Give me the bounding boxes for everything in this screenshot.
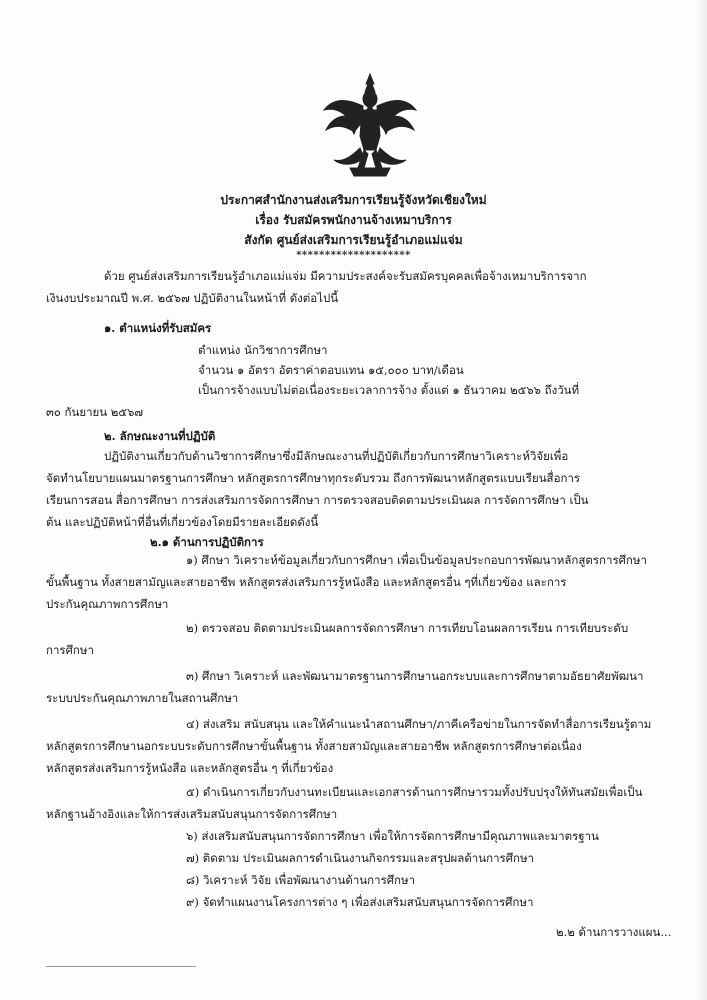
item-line: ๙) จัดทำแผนงานโครงการต่าง ๆ เพื่อส่งเสริมสนับสนุนการจัดการศึกษา xyxy=(186,895,534,909)
item-line: ๖) ส่งเสริมสนับสนุนการจัดการศึกษา เพื่อให้การจัดการศึกษามีคุณภาพและมาตรฐาน xyxy=(186,829,599,843)
section-1-heading: ๑. ตำแหน่งที่รับสมัคร xyxy=(104,321,212,335)
section-2-heading: ๒. ลักษณะงานที่ปฏิบัติ xyxy=(104,429,216,443)
section-1-line: จำนวน ๑ อัตรา อัตราค่าตอบแทน ๑๕,๐๐๐ บาท/เดือน xyxy=(198,363,464,377)
item-line: การศึกษา xyxy=(46,643,94,657)
section-2-para-line: จัดทำนโยบายแผนมาตรฐานการศึกษา หลักสูตรการศึกษาทุกระดับรวม ถึงการพัฒนาหลักสูตรแบบเรียนสื่อการ xyxy=(46,471,581,485)
item-line: ๗) ติดตาม ประเมินผลการดำเนินงานกิจกรรมและสรุปผลด้านการศึกษา xyxy=(186,851,535,865)
item-line: ๑) ศึกษา วิเคราะห์ข้อมูลเกี่ยวกับการศึกษา เพื่อเป็นข้อมูลประกอบการพัฒนาหลักสูตรการศึกษา xyxy=(186,553,647,567)
document-header xyxy=(0,190,707,262)
item-line: หลักสูตรส่งเสริมการรู้หนังสือ และหลักสูตรอื่น ๆ ที่เกี่ยวข้อง xyxy=(46,761,334,775)
section-2-para-line: เรียนการสอน สื่อการศึกษา การส่งเสริมการจัดการศึกษา การตรวจสอบติดตามประเมินผล การจัดการศึกษา เป็น xyxy=(46,493,589,507)
section-2-para-line: ปฏิบัติงานเกี่ยวกับด้านวิชาการศึกษาซึ่งมีลักษณะงานที่ปฏิบัติเกี่ยวกับการศึกษาวิเคราะห์วิจัยเพื่อ xyxy=(104,449,569,463)
item-line: ๔) ส่งเสริม สนับสนุน และให้คำแนะนำสถานศึกษา/ภาคีเครือข่ายในการจัดทำสื่อการเรียนรู้ตาม xyxy=(186,717,652,731)
item-line: ขั้นพื้นฐาน ทั้งสายสามัญและสายอาชีพ หลักสูตรส่งเสริมการรู้หนังสือ และหลักสูตรอื่น ๆที่เกี่ยวข้อง และการ xyxy=(46,575,567,589)
header-line-2: เรื่อง รับสมัครพนักงานจ้างเหมาบริการ xyxy=(255,213,452,227)
section-2-para-line: ต้น และปฏิบัติหน้าที่อื่นที่เกี่ยวข้องโดยมีรายละเอียดดังนี้ xyxy=(46,515,319,529)
item-line: หลักฐานอ้างอิงและให้การส่งเสริมสนับสนุนการจัดการศึกษา xyxy=(46,807,338,821)
item-line: ๕) ดำเนินการเกี่ยวกับงานทะเบียนและเอกสารด้านการศึกษารวมทั้งปรับปรุงให้ทันสมัยเพื่อเป็น xyxy=(186,785,643,799)
intro-line-2: เงินงบประมาณปี พ.ศ. ๒๕๖๗ ปฏิบัติงานในหน้าที่ ดังต่อไปนี้ xyxy=(46,291,339,305)
item-line: ๘) วิเคราะห์ วิจัย เพื่อพัฒนางานด้านการศึกษา xyxy=(186,873,416,887)
item-line: ๒) ตรวจสอบ ติดตามประเมินผลการจัดการศึกษา การเทียบโอนผลการเรียน การเทียบระดับ xyxy=(186,621,629,635)
continuation-text: ๒.๒ ด้านการวางแผน... xyxy=(556,925,672,939)
section-1-line: ตำแหน่ง นักวิชาการศึกษา xyxy=(198,343,328,357)
item-line: ประกันคุณภาพการศึกษา xyxy=(46,597,169,611)
intro-line-1: ด้วย ศูนย์ส่งเสริมการเรียนรู้อำเภอแม่แจ่ม มีความประสงค์จะรับสมัครบุคคลเพื่อจ้างเหมาบริการจาก xyxy=(104,269,587,283)
header-line-3: สังกัด ศูนย์ส่งเสริมการเรียนรู้อำเภอแม่แจ่ม xyxy=(244,233,463,247)
item-line: ๓) ศึกษา วิเคราะห์ และพัฒนามาตรฐานการศึกษานอกระบบและการศึกษาตามอัธยาศัยพัฒนา xyxy=(186,669,644,683)
section-1-line: ๓๐ กันยายน ๒๕๖๗ xyxy=(46,405,144,419)
section-1-line: เป็นการจ้างแบบไม่ต่อเนื่องระยะเวลาการจ้าง ตั้งแต่ ๑ ธันวาคม ๒๕๖๖ ถึงวันที่ xyxy=(198,383,580,397)
header-separator: ******************** xyxy=(296,250,411,261)
page-bottom-rule xyxy=(46,966,196,967)
header-line-1: ประกาศสำนักงานส่งเสริมการเรียนรู้จังหวัดเชียงใหม่ xyxy=(220,193,487,207)
item-line: หลักสูตรการศึกษานอกระบบระดับการศึกษาขั้นพื้นฐาน ทั้งสายสามัญและสายอาชีพ หลักสูตรการศึกษาต่อเนื่อง xyxy=(46,739,582,753)
garuda-emblem-icon xyxy=(320,70,420,180)
section-2-1-heading: ๒.๑ ด้านการปฏิบัติการ xyxy=(150,535,264,549)
item-line: ระบบประกันคุณภาพภายในสถานศึกษา xyxy=(46,691,239,705)
